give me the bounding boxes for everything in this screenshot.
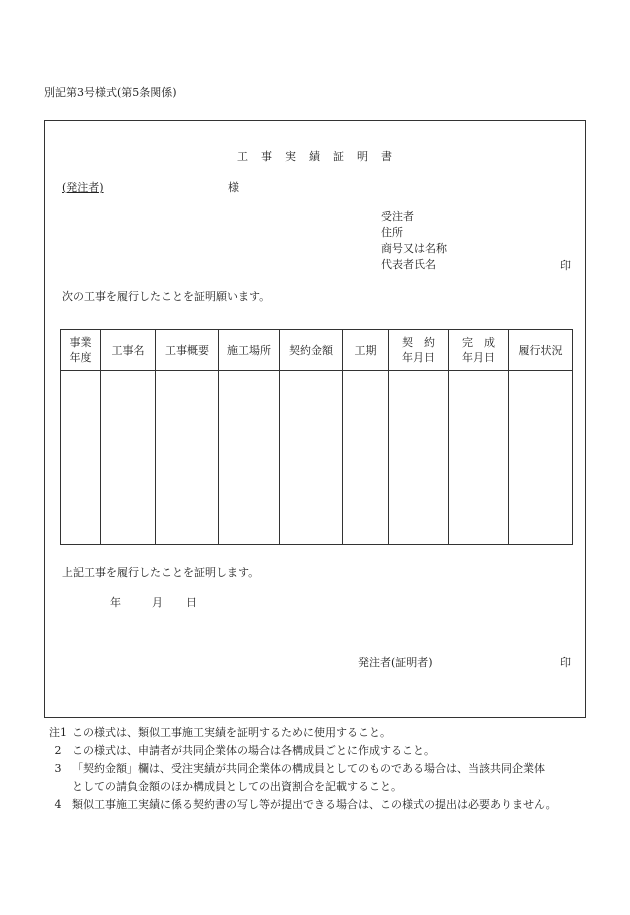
title-char: 明 (357, 150, 369, 163)
table-cell[interactable] (280, 371, 343, 545)
column-header-contract-date: 契 約 年月日 (389, 330, 449, 371)
column-header-location: 施工場所 (219, 330, 280, 371)
title-char: 績 (309, 150, 321, 163)
request-statement: 次の工事を履行したことを証明願います。 (62, 290, 271, 303)
contractor-address-label: 住所 (381, 226, 403, 239)
table-cell[interactable] (219, 371, 280, 545)
table-cell[interactable] (61, 371, 101, 545)
column-header-period: 工期 (343, 330, 389, 371)
column-header-fiscal-year: 事業 年度 (61, 330, 101, 371)
title-char: 実 (285, 150, 297, 163)
contractor-label: 受注者 (381, 210, 414, 223)
certification-statement: 上記工事を履行したことを証明します。 (62, 566, 260, 579)
table-row (61, 371, 573, 545)
note-item: 注1 この様式は、類似工事施工実績を証明するために使用すること。 (49, 726, 391, 739)
certifier-label: 発注者(証明者) (358, 656, 433, 669)
client-honorific: 様 (228, 181, 239, 194)
table-cell[interactable] (156, 371, 219, 545)
contractor-block (381, 209, 447, 273)
title-char: 工 (237, 150, 249, 163)
client-label: (発注者) (62, 181, 104, 194)
table-cell[interactable] (449, 371, 509, 545)
column-header-contract-amount: 契約金額 (280, 330, 343, 371)
document-title (0, 148, 630, 164)
work-record-table (60, 329, 573, 545)
table-cell[interactable] (343, 371, 389, 545)
column-header-project-summary: 工事概要 (156, 330, 219, 371)
table-cell[interactable] (509, 371, 573, 545)
date-year: 年 (110, 596, 121, 609)
title-char: 証 (333, 150, 345, 163)
date-line (110, 594, 197, 610)
form-header: 別記第3号様式(第5条関係) (44, 86, 177, 99)
contractor-company-name-label: 商号又は名称 (381, 242, 447, 255)
certifier-seal-mark: 印 (560, 656, 571, 669)
note-item-continuation: としての請負金額のほか構成員としての出資割合を記載すること。 (72, 780, 402, 793)
notes-section (44, 724, 557, 814)
title-char: 事 (261, 150, 273, 163)
column-header-completion-date: 完 成 年月日 (449, 330, 509, 371)
contractor-representative-label: 代表者氏名 (381, 258, 436, 271)
date-day: 日 (186, 596, 197, 609)
contractor-seal-mark: 印 (560, 259, 571, 272)
note-item: 4 類似工事施工実績に係る契約書の写し等が提出できる場合は、この様式の提出は必要ありません。 (54, 798, 557, 811)
title-char: 書 (381, 150, 393, 163)
column-header-project-name: 工事名 (101, 330, 156, 371)
table-cell[interactable] (101, 371, 156, 545)
table-cell[interactable] (389, 371, 449, 545)
column-header-performance-status: 履行状況 (509, 330, 573, 371)
date-month: 月 (152, 596, 163, 609)
note-item: 3 「契約金額」欄は、受注実績が共同企業体の構成員としてのものである場合は、当該共同企業体 (54, 762, 545, 775)
note-item: 2 この様式は、申請者が共同企業体の場合は各構成員ごとに作成すること。 (54, 744, 435, 757)
